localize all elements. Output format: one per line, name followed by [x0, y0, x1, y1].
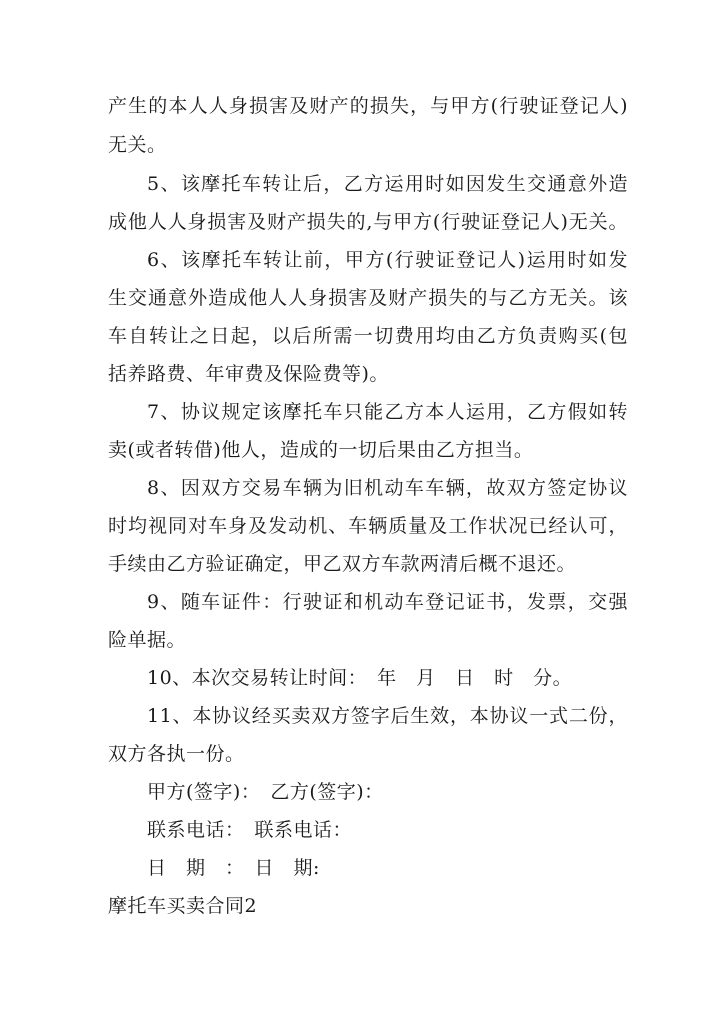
paragraph-line: 卖(或者转借)他人，造成的一切后果由乙方担当。	[108, 439, 534, 461]
clause-5-line: 5、该摩托车转让后，乙方运用时如因发生交通意外造	[147, 173, 628, 195]
paragraph-line: 手续由乙方验证确定，甲乙双方车款两清后概不退还。	[108, 553, 577, 575]
phone-line: 联系电话： 联系电话：	[147, 819, 353, 841]
paragraph-line: 时均视同对车身及发动机、车辆质量及工作状况已经认可，	[108, 515, 628, 537]
clause-9-line: 9、随车证件：行驶证和机动车登记证书，发票，交强	[147, 591, 628, 613]
paragraph-line: 车自转让之日起，以后所需一切费用均由乙方负责购买(包	[108, 325, 628, 347]
clause-6-line: 6、该摩托车转让前，甲方(行驶证登记人)运用时如发	[147, 249, 628, 271]
paragraph-line: 无关。	[108, 134, 167, 156]
clause-11-line: 11、本协议经买卖双方签字后生效，本协议一式二份，	[147, 705, 628, 727]
date-line: 日 期 ： 日 期:	[147, 857, 320, 879]
clause-7-line: 7、协议规定该摩托车只能乙方本人运用，乙方假如转	[147, 401, 628, 423]
paragraph-line: 成他人人身损害及财产损失的,与甲方(行驶证登记人)无关。	[108, 211, 628, 233]
paragraph-line: 险单据。	[108, 629, 187, 651]
clause-8-line: 8、因双方交易车辆为旧机动车车辆，故双方签定协议	[147, 477, 628, 499]
paragraph-line: 括养路费、年审费及保险费等)。	[108, 363, 389, 385]
paragraph-line: 产生的本人人身损害及财产的损失，与甲方(行驶证登记人)	[108, 95, 628, 117]
signature-line: 甲方(签字)： 乙方(签字)：	[147, 781, 384, 803]
clause-10-line: 10、本次交易转让时间： 年 月 日 时 分。	[147, 667, 573, 689]
paragraph-line: 生交通意外造成他人人身损害及财产损失的与乙方无关。该	[108, 287, 628, 309]
paragraph-line: 双方各执一份。	[108, 743, 245, 765]
next-section-title: 摩托车买卖合同2	[108, 895, 258, 917]
